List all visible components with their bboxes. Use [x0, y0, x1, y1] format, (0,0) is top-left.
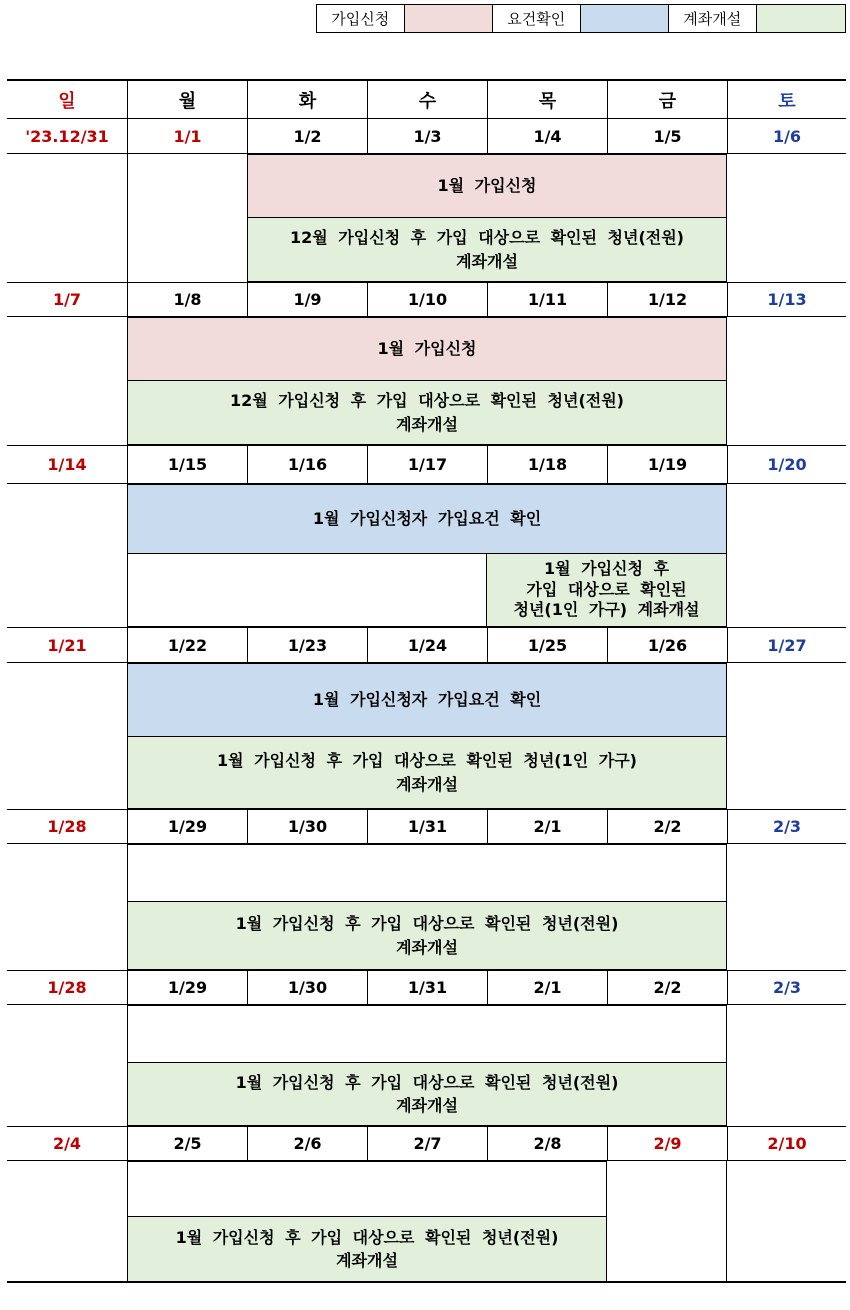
- date-cell: 2/6: [247, 1127, 367, 1160]
- date-cell: 1/1: [127, 119, 247, 153]
- event-apply: 1월 가입신청: [127, 317, 727, 381]
- date-cell: 1/2: [247, 119, 367, 153]
- day-sat: 토: [727, 81, 846, 118]
- date-cell: 2/1: [487, 810, 607, 843]
- event-blank: [127, 844, 727, 902]
- date-cell: 1/30: [247, 810, 367, 843]
- date-cell: 1/9: [247, 283, 367, 316]
- date-cell: 1/10: [367, 283, 487, 316]
- legend-swatch-check: [581, 5, 670, 32]
- date-row-week2: [7, 283, 846, 317]
- date-cell: 1/22: [127, 628, 247, 662]
- event-account: 1월 가입신청 후 가입 대상으로 확인된 청년(전원) 계좌개설: [127, 1216, 607, 1282]
- event-check: 1월 가입신청자 가입요건 확인: [127, 484, 727, 554]
- date-cell: 1/16: [247, 446, 367, 483]
- calendar-bottom-border: [7, 1281, 846, 1283]
- event-area-week5: [7, 844, 846, 971]
- date-cell: 1/3: [367, 119, 487, 153]
- date-cell: 1/31: [367, 810, 487, 843]
- day-sun: 일: [58, 90, 76, 112]
- date-row-week5: [7, 810, 846, 844]
- event-check: 1월 가입신청자 가입요건 확인: [127, 663, 727, 737]
- date-cell: 1/30: [247, 971, 367, 1004]
- date-cell: 2/4: [52, 1134, 82, 1153]
- divider: [127, 154, 128, 282]
- date-cell: 1/21: [47, 635, 87, 655]
- date-cell: 1/20: [727, 446, 846, 483]
- event-apply: 1월 가입신청: [247, 154, 727, 218]
- date-row-week7: [7, 1127, 846, 1161]
- date-cell: 2/3: [727, 810, 846, 843]
- event-area-week2: [7, 317, 846, 446]
- legend-swatch-apply: [405, 5, 494, 32]
- date-cell: 1/27: [727, 628, 846, 662]
- date-row-week3: [7, 446, 846, 484]
- date-cell: 2/10: [727, 1127, 846, 1160]
- legend-label-account: 계좌개설: [669, 5, 757, 32]
- date-cell: 1/23: [247, 628, 367, 662]
- date-cell: 1/18: [487, 446, 607, 483]
- day-wed: 수: [367, 81, 487, 118]
- event-account: 12월 가입신청 후 가입 대상으로 확인된 청년(전원) 계좌개설: [247, 217, 727, 282]
- date-cell: 1/13: [727, 283, 846, 316]
- date-cell: 1/5: [607, 119, 727, 153]
- day-header-row: [7, 81, 846, 119]
- day-thu: 목: [487, 81, 607, 118]
- event-area-week4: [7, 663, 846, 810]
- date-cell: 2/3: [727, 971, 846, 1004]
- date-cell: 2/5: [127, 1127, 247, 1160]
- day-mon: 월: [127, 81, 247, 118]
- date-cell: '23.12/31: [25, 126, 109, 146]
- day-fri: 금: [607, 81, 727, 118]
- date-cell: 2/8: [487, 1127, 607, 1160]
- event-blank: [127, 553, 487, 627]
- date-cell: 2/2: [607, 971, 727, 1004]
- event-area-week6: [7, 1005, 846, 1127]
- date-cell: 2/7: [367, 1127, 487, 1160]
- date-cell: 1/31: [367, 971, 487, 1004]
- date-cell: 1/29: [127, 971, 247, 1004]
- date-cell: 1/29: [127, 810, 247, 843]
- date-cell: 1/14: [47, 455, 87, 474]
- date-cell: 1/7: [52, 290, 82, 309]
- date-cell: 1/28: [47, 817, 87, 836]
- legend-label-apply: 가입신청: [317, 5, 405, 32]
- date-cell: 1/19: [607, 446, 727, 483]
- event-account: 1월 가입신청 후 가입 대상으로 확인된 청년(1인 가구) 계좌개설: [486, 553, 727, 627]
- date-cell: 2/9: [607, 1127, 727, 1160]
- date-cell: 1/28: [47, 978, 87, 997]
- date-cell: 2/1: [487, 971, 607, 1004]
- date-row-week1: [7, 119, 846, 154]
- event-account: 12월 가입신청 후 가입 대상으로 확인된 청년(전원) 계좌개설: [127, 380, 727, 445]
- event-account: 1월 가입신청 후 가입 대상으로 확인된 청년(전원) 계좌개설: [127, 1062, 727, 1126]
- date-cell: 1/12: [607, 283, 727, 316]
- legend-label-check: 요건확인: [493, 5, 581, 32]
- date-row-week6: [7, 971, 846, 1005]
- date-cell: 1/26: [607, 628, 727, 662]
- date-cell: 1/11: [487, 283, 607, 316]
- legend: [316, 4, 846, 33]
- date-cell: 1/8: [127, 283, 247, 316]
- date-row-week4: [7, 628, 846, 663]
- event-account: 1월 가입신청 후 가입 대상으로 확인된 청년(전원) 계좌개설: [127, 901, 727, 970]
- date-cell: 1/17: [367, 446, 487, 483]
- date-cell: 1/25: [487, 628, 607, 662]
- event-blank: [127, 1161, 607, 1217]
- date-cell: 1/15: [127, 446, 247, 483]
- event-account: 1월 가입신청 후 가입 대상으로 확인된 청년(1인 가구) 계좌개설: [127, 736, 727, 809]
- day-tue: 화: [247, 81, 367, 118]
- event-area-week7: [7, 1161, 846, 1282]
- event-blank: [127, 1005, 727, 1063]
- date-cell: 1/6: [727, 119, 846, 153]
- divider: [726, 1161, 727, 1282]
- date-cell: 1/24: [367, 628, 487, 662]
- date-cell: 2/2: [607, 810, 727, 843]
- event-area-week3: [7, 484, 846, 628]
- legend-swatch-account: [757, 5, 846, 32]
- event-area-week1: [7, 154, 846, 283]
- date-cell: 1/4: [487, 119, 607, 153]
